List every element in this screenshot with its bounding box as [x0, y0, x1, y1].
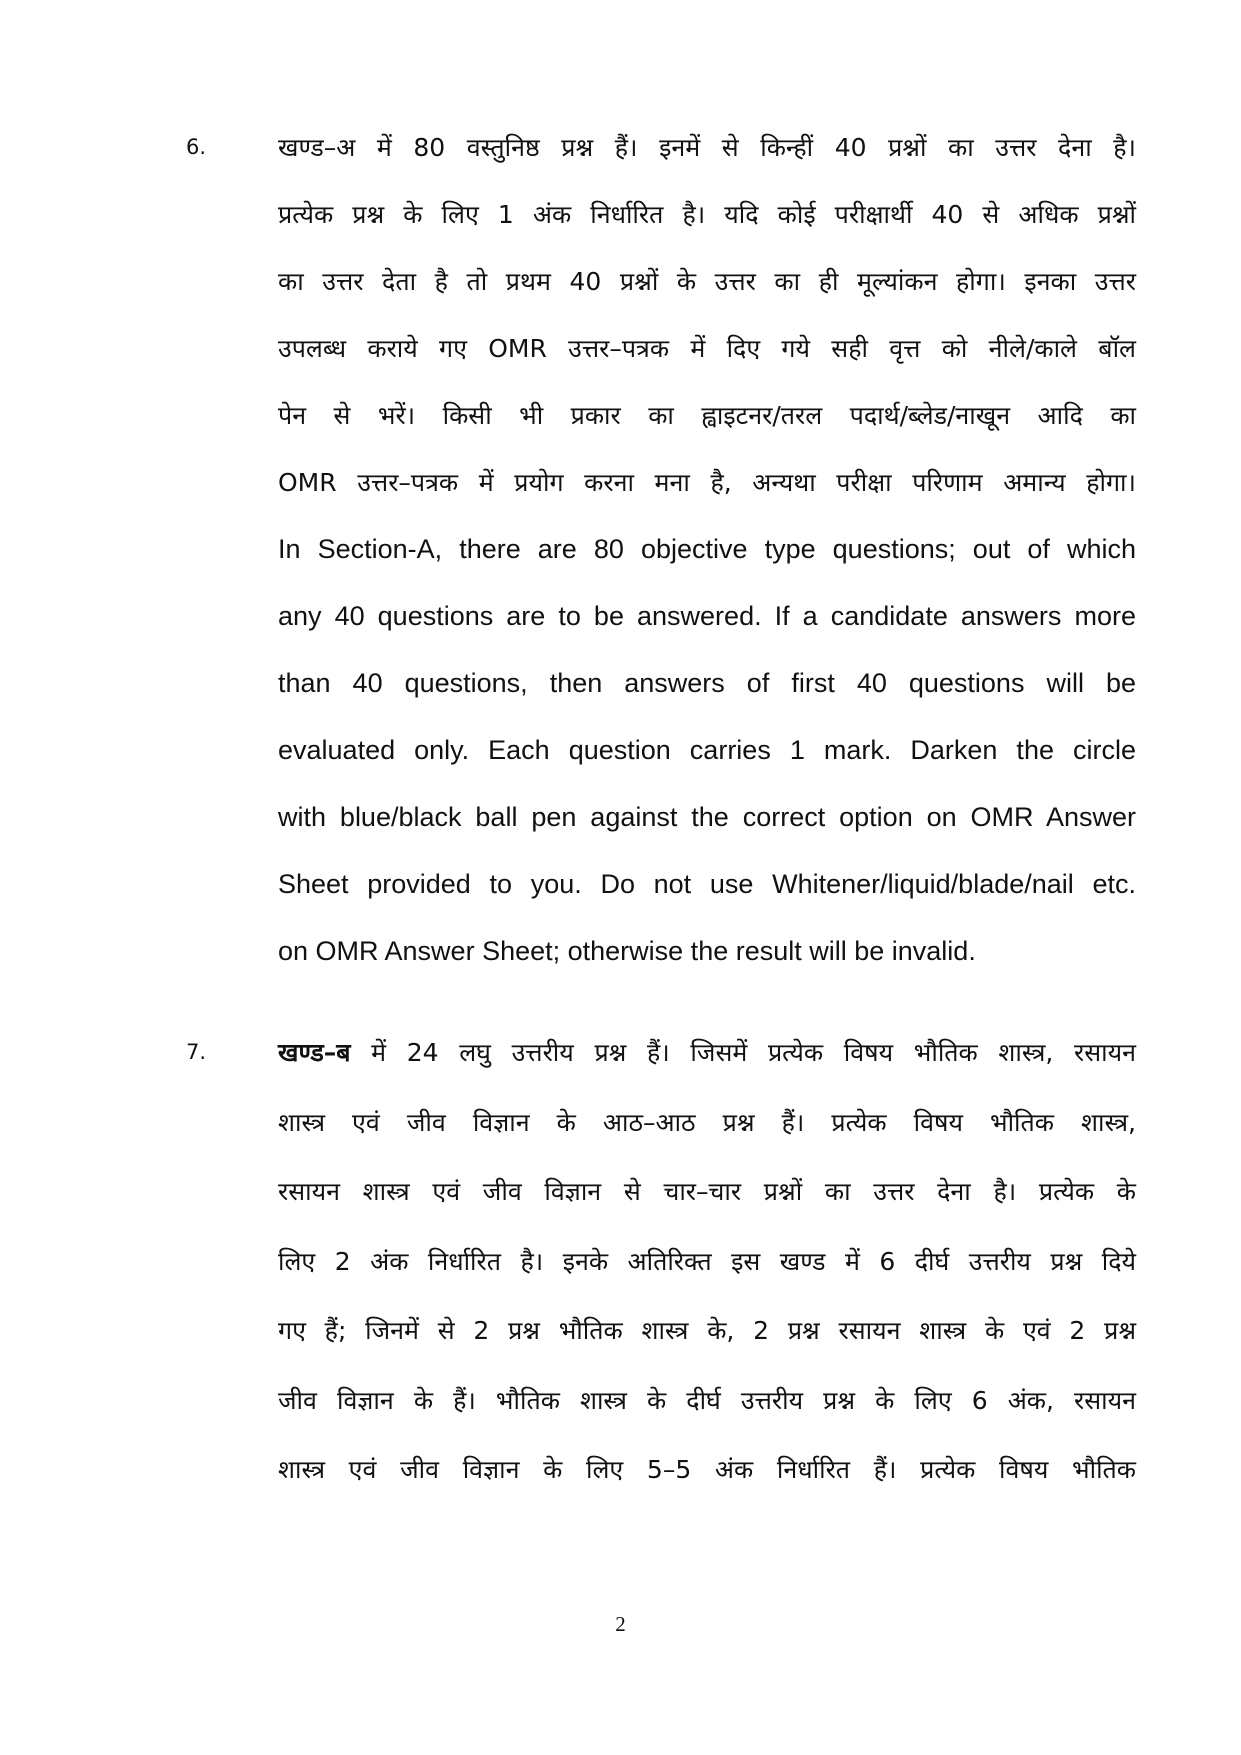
- section-b-label: खण्ड–ब: [278, 1038, 351, 1067]
- english-line: In Section-A, there are 80 objective type questions; out of which: [278, 534, 1136, 564]
- hindi-line: रसायन शास्त्र एवं जीव विज्ञान से चार–चार प्रश्नों का उत्तर देना है। प्रत्येक के: [278, 1177, 1136, 1206]
- instruction-text: [278, 1018, 1136, 1505]
- english-line: Sheet provided to you. Do not use Whitener/liquid/blade/nail etc.: [278, 869, 1136, 899]
- item-number: 6.: [186, 135, 207, 159]
- english-line: with blue/black ball pen against the correct option on OMR Answer: [278, 802, 1136, 832]
- hindi-line: खण्ड–अ में 80 वस्तुनिष्ठ प्रश्न हैं। इनमें से किन्हीं 40 प्रश्नों का उत्तर देना है।: [278, 133, 1136, 162]
- hindi-line: शास्त्र एवं जीव विज्ञान के लिए 5–5 अंक निर्धारित हैं। प्रत्येक विषय भौतिक: [278, 1455, 1136, 1484]
- hindi-line: लिए 2 अंक निर्धारित है। इनके अतिरिक्त इस खण्ड में 6 दीर्घ उत्तरीय प्रश्न दिये: [278, 1246, 1136, 1276]
- hindi-line: प्रत्येक प्रश्न के लिए 1 अंक निर्धारित है। यदि कोई परीक्षार्थी 40 से अधिक प्रश्नों: [278, 200, 1136, 229]
- hindi-line: का उत्तर देता है तो प्रथम 40 प्रश्नों के उत्तर का ही मूल्यांकन होगा। इनका उत्तर: [278, 267, 1136, 296]
- hindi-line: गए हैं; जिनमें से 2 प्रश्न भौतिक शास्त्र के, 2 प्रश्न रसायन शास्त्र के एवं 2 प्रश्न: [278, 1316, 1136, 1345]
- hindi-line: शास्त्र एवं जीव विज्ञान के आठ–आठ प्रश्न हैं। प्रत्येक विषय भौतिक शास्त्र,: [278, 1107, 1136, 1137]
- instruction-text: [278, 114, 1136, 985]
- hindi-line: OMR उत्तर–पत्रक में प्रयोग करना मना है, अन्यथा परीक्षा परिणाम अमान्य होगा।: [278, 468, 1136, 497]
- hindi-line: पेन से भरें। किसी भी प्रकार का ह्वाइटनर/तरल पदार्थ/ब्लेड/नाखून आदि का: [278, 401, 1136, 430]
- english-line: evaluated only. Each question carries 1 mark. Darken the circle: [278, 735, 1136, 765]
- english-line: on OMR Answer Sheet; otherwise the result will be invalid.: [278, 936, 976, 966]
- hindi-line: उपलब्ध कराये गए OMR उत्तर–पत्रक में दिए गये सही वृत्त को नीले/काले बॉल: [278, 334, 1136, 363]
- first-line-text: में 24 लघु उत्तरीय प्रश्न हैं। जिसमें प्रत्येक विषय भौतिक शास्त्र, रसायन: [350, 1038, 1136, 1067]
- english-line: any 40 questions are to be answered. If a candidate answers more: [278, 601, 1136, 631]
- hindi-line-first: [278, 1018, 1136, 1088]
- english-line: than 40 questions, then answers of first 40 questions will be: [278, 668, 1136, 698]
- page-number: 2: [615, 1612, 626, 1636]
- hindi-line: जीव विज्ञान के हैं। भौतिक शास्त्र के दीर्घ उत्तरीय प्रश्न के लिए 6 अंक, रसायन: [278, 1385, 1136, 1415]
- item-number: 7.: [186, 1040, 207, 1064]
